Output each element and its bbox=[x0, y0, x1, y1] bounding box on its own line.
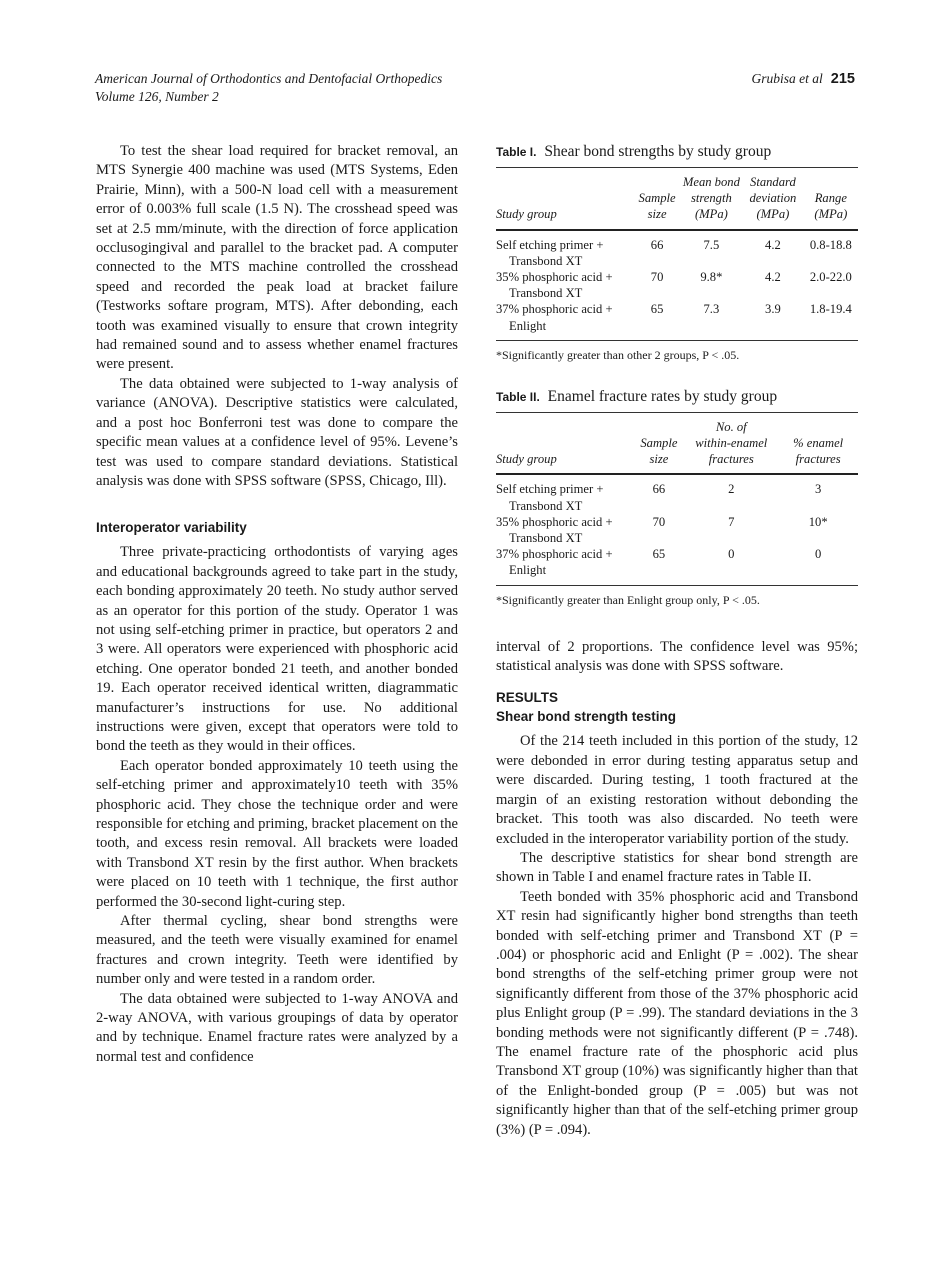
cell-sd: 4.2 bbox=[765, 237, 781, 252]
header-range: Range (MPa) bbox=[804, 168, 858, 230]
table-row bbox=[496, 301, 858, 340]
cell-percent: 10* bbox=[808, 514, 828, 529]
table-1-caption: Shear bond strengths by study group bbox=[544, 143, 772, 160]
cell-mean: 9.8* bbox=[700, 270, 723, 285]
cell-sample-size: 66 bbox=[652, 482, 666, 497]
cell-study-group: 37% phosphoric acid + Enlight bbox=[496, 546, 634, 585]
table-row bbox=[496, 269, 858, 301]
journal-volume: Volume 126, Number 2 bbox=[95, 89, 219, 104]
subheading-shear-bond-strength: Shear bond strength testing bbox=[496, 709, 677, 725]
cell-fractures: 7 bbox=[728, 514, 735, 529]
cell-study-group: 35% phosphoric acid + Transbond XT bbox=[496, 514, 613, 546]
table-row bbox=[496, 546, 858, 585]
left-column bbox=[96, 142, 458, 1067]
cell-percent: 3 bbox=[815, 482, 822, 497]
header-study-group: Study group bbox=[496, 412, 634, 474]
spacer bbox=[496, 608, 858, 638]
header-percent-enamel-fractures: % enamel fractures bbox=[778, 412, 858, 474]
table-2-footnote: *Significantly greater than Enlight group only, P < .05. bbox=[496, 592, 760, 607]
table-2-grid bbox=[496, 412, 858, 586]
cell-range: 2.0-22.0 bbox=[809, 270, 852, 285]
cell-fractures: 2 bbox=[728, 482, 735, 497]
cell-sd: 4.2 bbox=[765, 270, 781, 285]
table-1-grid bbox=[496, 167, 858, 341]
header-sample-size: Sample size bbox=[634, 168, 681, 230]
results-heading: RESULTS bbox=[496, 690, 559, 706]
right-column bbox=[496, 142, 858, 1140]
cell-study-group: Self etching primer + Transbond XT bbox=[496, 482, 604, 513]
journal-title: American Journal of Orthodontics and Dentofacial Orthopedics bbox=[95, 71, 443, 86]
spacer bbox=[496, 363, 858, 387]
cell-percent: 0 bbox=[778, 546, 858, 585]
header-mean-bond-strength: Mean bond strength (MPa) bbox=[681, 168, 743, 230]
cell-study-group: 37% phosphoric acid + Enlight bbox=[496, 301, 634, 340]
header-sample-size: Sample size bbox=[634, 412, 685, 474]
table-1-header-row bbox=[496, 168, 858, 230]
body-paragraph: The descriptive statistics for shear bond strength are shown in Table I and enamel fracture rates in Table II. bbox=[496, 849, 858, 886]
header-standard-deviation: Standard deviation (MPa) bbox=[742, 168, 804, 230]
body-paragraph: Three private-practicing orthodontists of varying ages and educational backgrounds agreed to take part in the study, each bonding approximately 20 teeth. No study author served as an operator for this portion of the study. Operator 1 was not using self-etching primer in practice, but operators 2 and 3 were. All operators were experienced with phosphoric acid etching. One operator bonded 21 teeth, and another bonded 19. Each operator received identical written, diagrammatic manufacturer’s instructions for use. No additional instructions were given, except that operators were told to bond the teeth as they would in their offices. bbox=[96, 544, 458, 755]
body-paragraph: Teeth bonded with 35% phosphoric acid and Transbond XT resin had significantly higher bond strengths than teeth bonded with self-etching primer and Transbond XT (P = .004) or phosphoric acid and Enlight (P = .002). The shear bond strengths of the self-etching primer group were not significantly different from those of the 37% phosphoric acid plus Enlight group (P = .99). The standard deviations in the 3 bonding methods were not significantly different (P = .748). The enamel fracture rate of the phosphoric acid plus Transbond XT group (10%) was significantly higher than that of the Enlight-bonded group (P = .005) but was not significantly higher than that of the self-etching primer group (3%) (P = .094). bbox=[496, 888, 858, 1138]
page-number: 215 bbox=[830, 71, 855, 87]
journal-info bbox=[95, 70, 442, 106]
table-2 bbox=[496, 387, 858, 608]
cell-range: 1.8-19.4 bbox=[804, 301, 858, 340]
table-2-label: Table II. bbox=[496, 389, 540, 404]
cell-sample-size: 70 bbox=[652, 514, 666, 529]
body-paragraph: The data obtained were subjected to 1-way analysis of variance (ANOVA). Descriptive statistics were calculated, and a post hoc Bonferroni test was done to compare the specific mean values at a confidence level of 95%. Levene’s test was used to compare standard deviations. Statistical analysis was done with SPSS software (SPSS, Chicago, Ill). bbox=[96, 375, 458, 489]
body-paragraph: Of the 214 teeth included in this portion of the study, 12 were debonded in error during testing apparatus setup and were discarded. During testing, 1 tooth fractured at the margin of an existing restoration without debonding the bracket. This tooth was also discarded. No teeth were excluded in the interoperator variability portion of the study. bbox=[496, 733, 858, 847]
author-page bbox=[752, 70, 855, 88]
section-heading-interoperator: Interoperator variability bbox=[96, 520, 247, 536]
cell-sample-size: 65 bbox=[634, 301, 681, 340]
cell-sd: 3.9 bbox=[742, 301, 804, 340]
body-paragraph-continuation: interval of 2 proportions. The confidence level was 95%; statistical analysis was done with SPSS software. bbox=[496, 638, 858, 675]
body-paragraph: After thermal cycling, shear bond strengths were measured, and the teeth were visually examined for enamel fractures and crown integrity. Teeth were identified by number only and were tested in a random order. bbox=[96, 913, 458, 988]
cell-fractures: 0 bbox=[684, 546, 778, 585]
body-paragraph: To test the shear load required for bracket removal, an MTS Synergie 400 machine was used (MTS Systems, Eden Prairie, Minn), with a 500-N load cell with a measurement error of 0.003% full scale (1.5 N). The crosshead speed was set at 2.5 mm/minute, with the direction of force application occlusogingival and parallel to the bracket pad. A computer connected to the MTS machine controlled the crosshead speed and recorded the peak load at bracket failure (Testworks softare program, MTS). After debonding, each tooth was examined visually to ensure that crown integrity had remained sound and to assess whether enamel fractures were present. bbox=[96, 143, 458, 373]
cell-sample-size: 70 bbox=[650, 270, 664, 285]
table-2-caption: Enamel fracture rates by study group bbox=[547, 387, 778, 405]
table-1-footnote: *Significantly greater than other 2 groups, P < .05. bbox=[496, 347, 740, 362]
table-row bbox=[496, 514, 858, 546]
header-within-enamel-fractures: No. of within-enamel fractures bbox=[684, 412, 778, 474]
cell-sample-size: 66 bbox=[650, 237, 664, 252]
cell-mean: 7.5 bbox=[703, 237, 720, 252]
header-study-group: Study group bbox=[496, 168, 634, 230]
table-1 bbox=[496, 142, 858, 363]
table-2-header-row bbox=[496, 412, 858, 474]
table-1-label: Table I. bbox=[496, 145, 537, 159]
table-row bbox=[496, 474, 858, 513]
table-1-title bbox=[496, 142, 858, 162]
body-paragraph: Each operator bonded approximately 10 teeth using the self-etching primer and approximately10 teeth with 35% phosphoric acid. They chose the technique order and were responsible for etching and priming, bracket placement on the tooth, and excess resin removal. All brackets were loaded with Transbond XT resin by the first author. When brackets were placed on 10 teeth with 1 technique, the first author performed the 30-second light-curing step. bbox=[96, 757, 458, 910]
cell-study-group: 35% phosphoric acid + Transbond XT bbox=[496, 270, 613, 301]
cell-range: 0.8-18.8 bbox=[809, 237, 852, 252]
table-row bbox=[496, 230, 858, 269]
spacer bbox=[496, 676, 858, 688]
spacer bbox=[96, 491, 458, 518]
running-authors: Grubisa et al bbox=[751, 71, 823, 86]
cell-mean: 7.3 bbox=[681, 301, 743, 340]
table-2-title bbox=[496, 387, 858, 407]
body-paragraph: The data obtained were subjected to 1-way ANOVA and 2-way ANOVA, with various groupings of data by operator and by technique. Enamel fracture rates were analyzed by a normal test and confidence bbox=[96, 990, 458, 1065]
cell-study-group: Self etching primer + Transbond XT bbox=[496, 237, 604, 268]
cell-sample-size: 65 bbox=[634, 546, 685, 585]
